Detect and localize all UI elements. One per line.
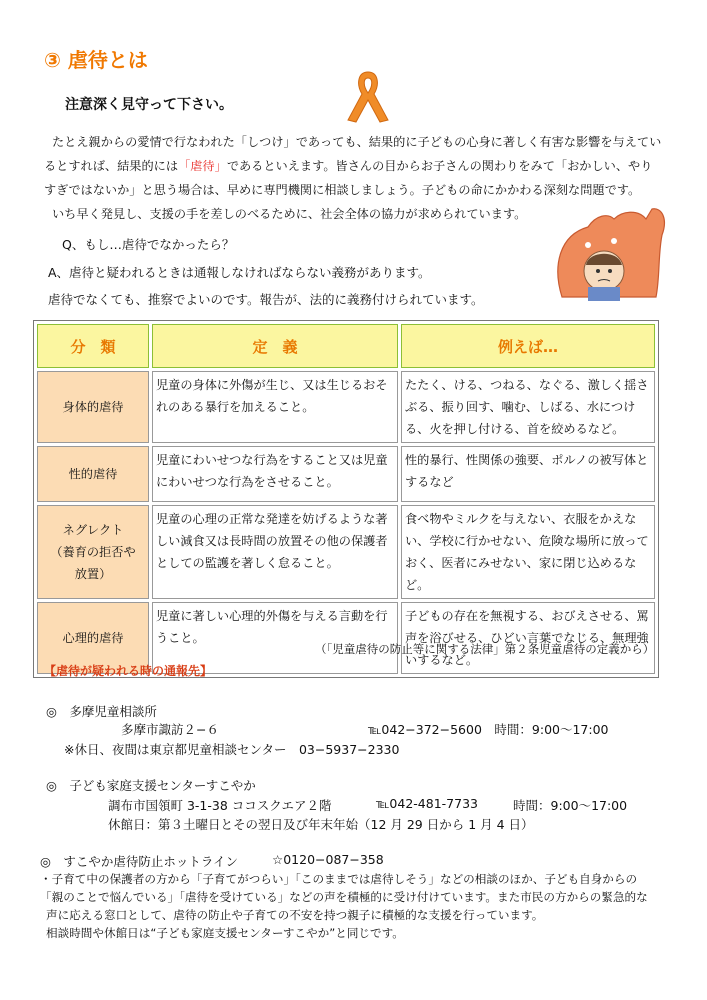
note-line: 相談時間や休館日は“子ども家庭支援センターすこやか”と同じです。 xyxy=(46,926,404,940)
highlight-abuse: 「虐待」 xyxy=(178,159,227,173)
contact-note: ※休日、夜間は東京都児童相談センター 03−5937−2330 xyxy=(64,742,400,757)
contact-phone: ℡042-481-7733 xyxy=(376,796,478,811)
definition-cell: 児童に著しい心理的外傷を与える言動を行うこと。 xyxy=(152,602,398,674)
example-cell: 食べ物やミルクを与えない、衣服をかえない、学校に行かせない、危険な場所に放っておく、医者にみせない、家に閉じ込めるなど。 xyxy=(401,505,655,599)
page-title: ③ 虐待とは xyxy=(44,48,148,72)
example-cell: たたく、ける、つねる、なぐる、激しく揺さぶる、振り回す、噛む、しばる、水につける、火を押し付ける、首を絞めるなど。 xyxy=(401,371,655,443)
column-header-category: 分 類 xyxy=(37,324,149,368)
contact-phone: ☆0120−087−358 xyxy=(272,852,384,867)
subtitle: 注意深く見守って下さい。 xyxy=(65,97,233,113)
category-cell: 心理的虐待 xyxy=(37,602,149,674)
table-row xyxy=(37,505,655,599)
contact-name: ◎ 多摩児童相談所 xyxy=(46,704,157,719)
intro-line: すぎではないか」と思う場合は、早めに専門機関に相談しましょう。子どもの命にかかわる深刻な問題です。 xyxy=(44,183,641,197)
contact-closed-days: 休館日：第３土曜日とその翌日及び年末年始（12 月 29 日から 1 月 4 日） xyxy=(108,817,534,832)
column-header-examples: 例えば… xyxy=(401,324,655,368)
hotline-notes xyxy=(40,870,700,942)
intro-text: であるといえます。皆さんの目からお子さんの関わりをみて「おかしい、やり xyxy=(226,159,653,173)
abuse-definition-table xyxy=(33,320,659,678)
contact-name: ◎ 子ども家庭支援センターすこやか xyxy=(46,778,256,793)
note-line: ・子育て中の保護者の方から「子育てがつらい」「このままでは虐待しそう」などの相談のほか、子ども自身からの xyxy=(40,872,638,886)
table-row xyxy=(37,371,655,443)
category-cell xyxy=(37,505,149,599)
category-sub: （養育の拒否や xyxy=(50,545,136,559)
contact-name: ◎ すこやか虐待防止ホットライン xyxy=(40,854,239,869)
category-label: ネグレクト xyxy=(62,523,124,537)
contact-address: 調布市国領町 3-1-38 ココスクエア２階 xyxy=(108,798,332,813)
column-header-definition: 定 義 xyxy=(152,324,398,368)
example-cell: 性的暴行、性関係の強要、ポルノの被写体とするなど xyxy=(401,446,655,502)
contact-address: 多摩市諏訪２−６ xyxy=(121,722,219,737)
intro-text: るとすれば、結果的には xyxy=(44,159,179,173)
definition-cell: 児童の身体に外傷が生じ、又は生じるおそれのある暴行を加えること。 xyxy=(152,371,398,443)
category-cell: 性的虐待 xyxy=(37,446,149,502)
contact-hours: 時間：9:00〜17:00 xyxy=(513,798,628,813)
orange-ribbon-icon xyxy=(340,66,396,126)
example-cell: 子どもの存在を無視する、おびえさせる、罵声を浴びせる、ひどい言葉でなじる、無理強いするなど。 xyxy=(401,602,655,674)
answer-line: 虐待でなくても、推察でよいのです。報告が、法的に義務付けられています。 xyxy=(48,292,484,307)
category-sub: 放置） xyxy=(74,567,112,581)
note-line: 「親のことで悩んでいる」「虐待を受けている」などの声を積極的に受け付けています。また市民の方からの緊急的な xyxy=(40,890,648,904)
monster-child-illustration xyxy=(548,205,670,305)
intro-line xyxy=(44,154,674,178)
table-source-note: （「児童虐待の防止等に関する法律」第２条児童虐待の定義から） xyxy=(315,642,655,656)
note-line: 声に応える窓口として、虐待の防止や子育ての不安を持つ親子に積極的な支援を行っています。 xyxy=(46,908,544,922)
category-cell: 身体的虐待 xyxy=(37,371,149,443)
question: Q、もし…虐待でなかったら？ xyxy=(62,237,235,252)
contact-phone: ℡042−372−5600 時間：9:00〜17:00 xyxy=(368,722,609,737)
definition-cell: 児童の心理の正常な発達を妨げるような著しい減食又は長時間の放置その他の保護者としての監護を著しく怠ること。 xyxy=(152,505,398,599)
intro-line: いち早く発見し、支援の手を差しのべるために、社会全体の協力が求められています。 xyxy=(52,207,527,221)
definition-cell: 児童にわいせつな行為をすること又は児童にわいせつな行為をさせること。 xyxy=(152,446,398,502)
table-row xyxy=(37,446,655,502)
intro-line: たとえ親からの愛情で行なわれた「しつけ」であっても、結果的に子どもの心身に著しく有害な影響を与えてい xyxy=(52,135,662,149)
contacts-heading: 【虐待が疑われる時の通報先】 xyxy=(44,664,213,678)
answer-line: A、虐待と疑われるときは通報しなければならない義務があります。 xyxy=(48,265,431,280)
table-header-row xyxy=(37,324,655,368)
